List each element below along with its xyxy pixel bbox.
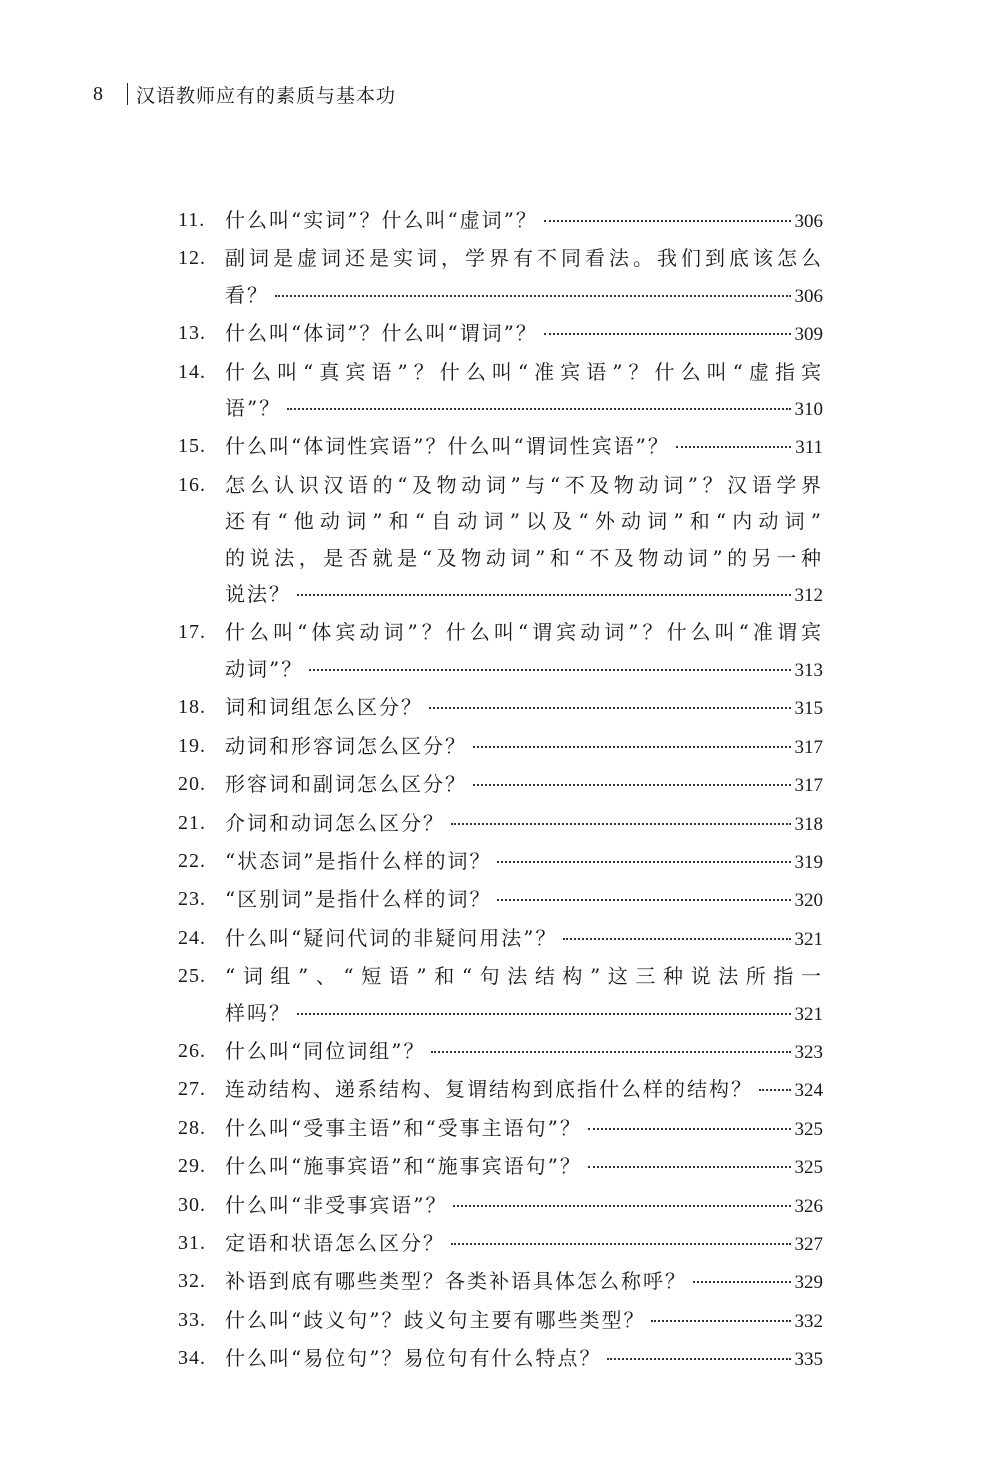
dot-leader xyxy=(297,594,791,596)
toc-line xyxy=(178,920,823,958)
toc-entry-title: 什么叫“易位句”？易位句有什么特点？ xyxy=(225,1346,602,1371)
toc-entry-title: “区别词”是指什么样的词？ xyxy=(225,887,492,912)
toc-entry-number: 32. xyxy=(178,1270,206,1293)
toc-entry-title: 什么叫“歧义句”？歧义句主要有哪些类型？ xyxy=(225,1307,646,1332)
toc-entry-title: 什么叫“受事主语”和“受事主语句”？ xyxy=(225,1115,582,1140)
toc-line xyxy=(178,881,823,919)
dot-leader xyxy=(497,899,790,901)
toc-entry-number: 33. xyxy=(178,1308,206,1331)
dot-leader xyxy=(759,1089,791,1091)
toc-entry xyxy=(178,1148,823,1186)
toc-line xyxy=(178,614,823,650)
toc-line xyxy=(178,315,823,353)
toc-line xyxy=(178,428,823,466)
dot-leader xyxy=(473,746,791,748)
toc-entry-title: 看？ xyxy=(225,282,269,307)
toc-entry xyxy=(178,1225,823,1263)
dot-leader xyxy=(544,220,791,222)
toc-entry xyxy=(178,315,823,353)
dot-leader xyxy=(497,861,790,863)
toc-entry-title: 什么叫“体宾动词”？什么叫“谓宾动词”？什么叫“准谓宾 xyxy=(225,620,823,645)
toc-line xyxy=(178,1148,823,1186)
toc-entry xyxy=(178,843,823,881)
toc-line xyxy=(178,390,823,428)
toc-line xyxy=(178,995,823,1033)
toc-entry xyxy=(178,614,823,689)
toc-entry-number: 15. xyxy=(178,435,206,458)
dot-leader xyxy=(588,1128,791,1130)
dot-leader xyxy=(275,295,791,297)
toc-entry-number: 25. xyxy=(178,965,206,988)
toc-entry xyxy=(178,1187,823,1225)
toc-page-number: 310 xyxy=(794,399,823,421)
toc-entry-number: 29. xyxy=(178,1155,206,1178)
toc-page-number: 332 xyxy=(794,1310,823,1332)
toc-line xyxy=(178,503,823,539)
toc-line xyxy=(178,202,823,240)
book-title: 汉语教师应有的素质与基本功 xyxy=(136,84,397,107)
dot-leader xyxy=(287,408,790,410)
toc-page-number: 327 xyxy=(794,1233,823,1255)
toc-entry-title: 什么叫“施事宾语”和“施事宾语句”？ xyxy=(225,1154,582,1179)
toc-line xyxy=(178,728,823,766)
toc-page-number: 335 xyxy=(794,1349,823,1371)
toc-entry-title: 说法？ xyxy=(225,582,291,607)
page-number: 8 xyxy=(93,82,104,105)
toc-entry xyxy=(178,354,823,429)
dot-leader xyxy=(451,1243,791,1245)
toc-entry-number: 12. xyxy=(178,247,206,270)
toc-entry-number: 19. xyxy=(178,734,206,757)
toc-entry-title: “状态词”是指什么样的词？ xyxy=(225,848,492,873)
toc-page-number: 323 xyxy=(794,1041,823,1063)
toc-entry-number: 28. xyxy=(178,1116,206,1139)
toc-entry xyxy=(178,1110,823,1148)
dot-leader xyxy=(453,1205,790,1207)
toc-entry-title: 什么叫“非受事宾语”？ xyxy=(225,1192,448,1217)
toc-line xyxy=(178,1263,823,1301)
toc-line xyxy=(178,240,823,276)
toc-entry xyxy=(178,728,823,766)
toc-page-number: 319 xyxy=(794,851,823,873)
toc-entry xyxy=(178,1340,823,1378)
toc-entry-number: 11. xyxy=(178,209,206,231)
toc-entry xyxy=(178,240,823,315)
toc-entry-number: 30. xyxy=(178,1193,206,1216)
toc-page-number: 326 xyxy=(794,1195,823,1217)
dot-leader xyxy=(297,1013,791,1015)
toc-page-number: 320 xyxy=(794,890,823,912)
toc-entry-number: 13. xyxy=(178,322,206,345)
toc-entry xyxy=(178,1302,823,1340)
toc-page-number: 311 xyxy=(795,437,823,459)
toc-entry xyxy=(178,202,823,240)
dot-leader xyxy=(544,333,791,335)
toc-entry-title: 什么叫“同位词组”？ xyxy=(225,1038,426,1063)
dot-leader xyxy=(676,446,791,448)
toc-line xyxy=(178,1071,823,1109)
dot-leader xyxy=(651,1320,790,1322)
toc-page-number: 321 xyxy=(794,1003,823,1025)
toc-entry-number: 21. xyxy=(178,811,206,834)
toc-entry-title: 动词和形容词怎么区分？ xyxy=(225,733,467,758)
toc-page-number: 312 xyxy=(794,585,823,607)
toc-entry-title: 什么叫“体词性宾语”？什么叫“谓词性宾语”？ xyxy=(225,434,670,459)
toc-line xyxy=(178,958,823,994)
toc-entry-title: 副词是虚词还是实词，学界有不同看法。我们到底该怎么 xyxy=(225,246,823,271)
toc-page-number: 306 xyxy=(794,285,823,307)
toc-entry-number: 27. xyxy=(178,1078,206,1101)
toc-line xyxy=(178,576,823,614)
toc-line xyxy=(178,277,823,315)
toc-entry-number: 34. xyxy=(178,1347,206,1370)
dot-leader xyxy=(309,669,790,671)
toc-entry-title: 什么叫“实词”？什么叫“虚词”？ xyxy=(225,208,538,232)
toc-entry xyxy=(178,805,823,843)
dot-leader xyxy=(607,1358,790,1360)
toc-entry-title: 连动结构、递系结构、复谓结构到底指什么样的结构？ xyxy=(225,1077,753,1102)
toc-entry-number: 22. xyxy=(178,849,206,872)
toc-entry-number: 16. xyxy=(178,473,206,496)
toc-page-number: 317 xyxy=(794,736,823,758)
toc-entry xyxy=(178,1263,823,1301)
toc-line xyxy=(178,651,823,689)
toc-entry-title: 还有“他动词”和“自动词”以及“外动词”和“内动词” xyxy=(225,509,823,534)
toc-entry-title: 介词和动词怎么区分？ xyxy=(225,810,445,835)
toc-line xyxy=(178,354,823,390)
dot-leader xyxy=(563,938,790,940)
toc-entry-title: 什么叫“真宾语”？什么叫“准宾语”？什么叫“虚指宾 xyxy=(225,359,823,384)
toc-entry-number: 18. xyxy=(178,696,206,719)
toc-line xyxy=(178,1110,823,1148)
toc-line xyxy=(178,1340,823,1378)
toc-line xyxy=(178,1187,823,1225)
toc-entry-title: 语”？ xyxy=(225,396,282,421)
toc-entry-title: 形容词和副词怎么区分？ xyxy=(225,772,467,797)
toc-entry-title: 补语到底有哪些类型？各类补语具体怎么称呼？ xyxy=(225,1269,687,1294)
toc-entry-title: 什么叫“疑问代词的非疑问用法”？ xyxy=(225,925,558,950)
toc-page-number: 329 xyxy=(794,1272,823,1294)
header-divider xyxy=(127,83,128,105)
toc-line xyxy=(178,843,823,881)
toc-line xyxy=(178,689,823,727)
toc-line xyxy=(178,1033,823,1071)
toc-entry-title: 定语和状语怎么区分？ xyxy=(225,1230,445,1255)
toc-entry-number: 14. xyxy=(178,360,206,383)
toc-line xyxy=(178,1302,823,1340)
toc-line xyxy=(178,1225,823,1263)
toc-entry-title: 的说法，是否就是“及物动词”和“不及物动词”的另一种 xyxy=(225,545,823,570)
dot-leader xyxy=(693,1281,791,1283)
dot-leader xyxy=(429,707,791,709)
toc-entry-title: 怎么认识汉语的“及物动词”与“不及物动词”？汉语学界 xyxy=(225,472,823,497)
toc-page-number: 306 xyxy=(794,211,823,232)
dot-leader xyxy=(588,1166,791,1168)
toc-entry xyxy=(178,467,823,615)
toc-page-number: 317 xyxy=(794,775,823,797)
toc-entry xyxy=(178,766,823,804)
toc-entry-number: 20. xyxy=(178,773,206,796)
toc-page-number: 315 xyxy=(794,698,823,720)
toc-line xyxy=(178,467,823,503)
toc-entry xyxy=(178,920,823,958)
toc-entry xyxy=(178,689,823,727)
toc-entry-title: 什么叫“体词”？什么叫“谓词”？ xyxy=(225,321,538,346)
toc-entry xyxy=(178,881,823,919)
toc-entry-number: 23. xyxy=(178,888,206,911)
toc-entry-number: 17. xyxy=(178,621,206,644)
toc-entry xyxy=(178,428,823,466)
toc-page-number: 321 xyxy=(794,928,823,950)
toc-entry xyxy=(178,958,823,1033)
toc-entry-number: 31. xyxy=(178,1231,206,1254)
toc-page-number: 309 xyxy=(794,324,823,346)
toc-page-number: 313 xyxy=(794,659,823,681)
dot-leader xyxy=(431,1051,790,1053)
toc-line xyxy=(178,766,823,804)
toc-entry-title: 样吗？ xyxy=(225,1000,291,1025)
toc-entry-title: 动词”？ xyxy=(225,656,304,681)
toc-page-number: 325 xyxy=(794,1157,823,1179)
table-of-contents xyxy=(178,202,823,1379)
toc-entry-title: 词和词组怎么区分？ xyxy=(225,695,423,720)
dot-leader xyxy=(451,823,791,825)
running-header xyxy=(93,80,396,108)
toc-page-number: 325 xyxy=(794,1118,823,1140)
toc-entry-number: 24. xyxy=(178,926,206,949)
dot-leader xyxy=(473,784,791,786)
toc-entry-number: 26. xyxy=(178,1039,206,1062)
toc-entry xyxy=(178,1033,823,1071)
toc-line xyxy=(178,540,823,576)
toc-entry-title: “词组”、“短语”和“句法结构”这三种说法所指一 xyxy=(225,964,823,989)
toc-page-number: 318 xyxy=(794,813,823,835)
toc-line xyxy=(178,805,823,843)
toc-page-number: 324 xyxy=(794,1080,823,1102)
toc-entry xyxy=(178,1071,823,1109)
